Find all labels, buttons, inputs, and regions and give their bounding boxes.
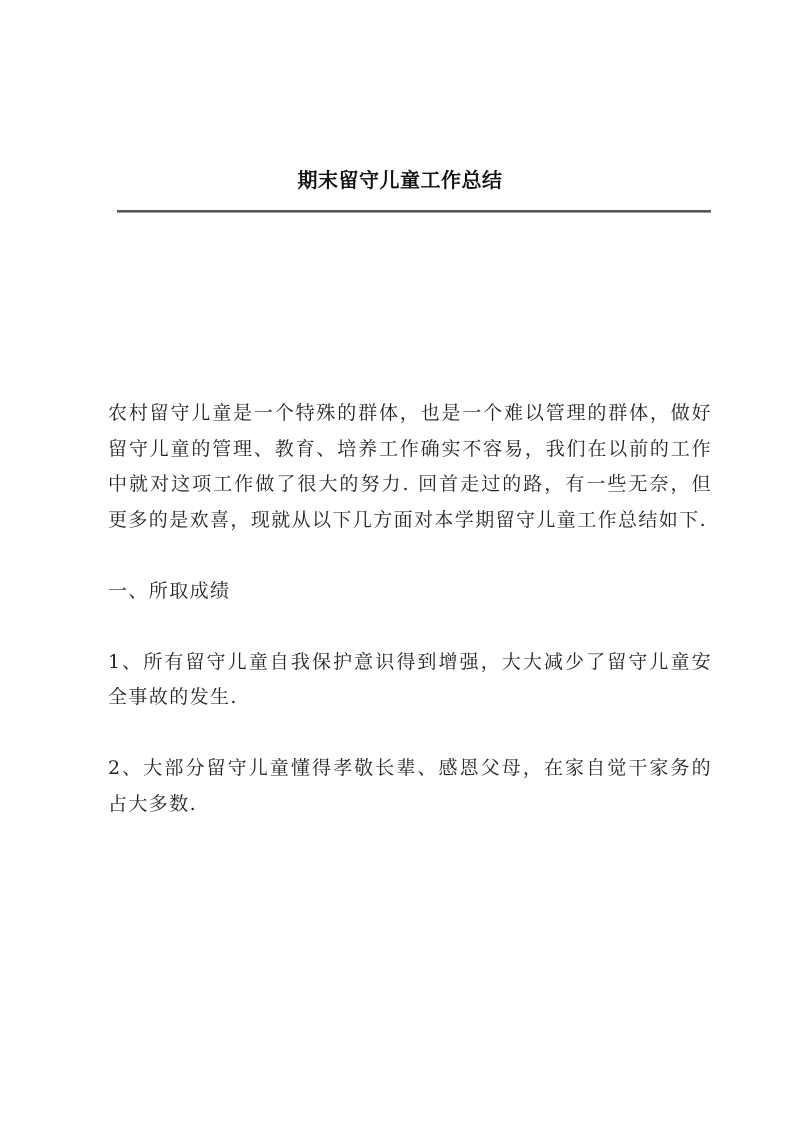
document-body — [108, 396, 712, 858]
title-divider — [117, 210, 711, 213]
section-heading: 一、所取成绩 — [108, 579, 231, 602]
intro-paragraph: 农村留守儿童是一个特殊的群体，也是一个难以管理的群体，做好留守儿童的管理、教育、培养工作确实不容易，我们在以前的工作中就对这项工作做了很大的努力. 回首走过的路，有一些无奈，但更多的是欢喜，现就从以下几方面对本学期留守儿童工作总结如下. — [108, 402, 712, 531]
list-item: 2、大部分留守儿童懂得孝敬长辈、感恩父母，在家自觉干家务的占大多数. — [108, 757, 712, 815]
list-item: 1、所有留守儿童自我保护意识得到增强，大大减少了留守儿童安全事故的发生. — [108, 650, 712, 708]
document-title: 期末留守儿童工作总结 — [297, 168, 503, 192]
